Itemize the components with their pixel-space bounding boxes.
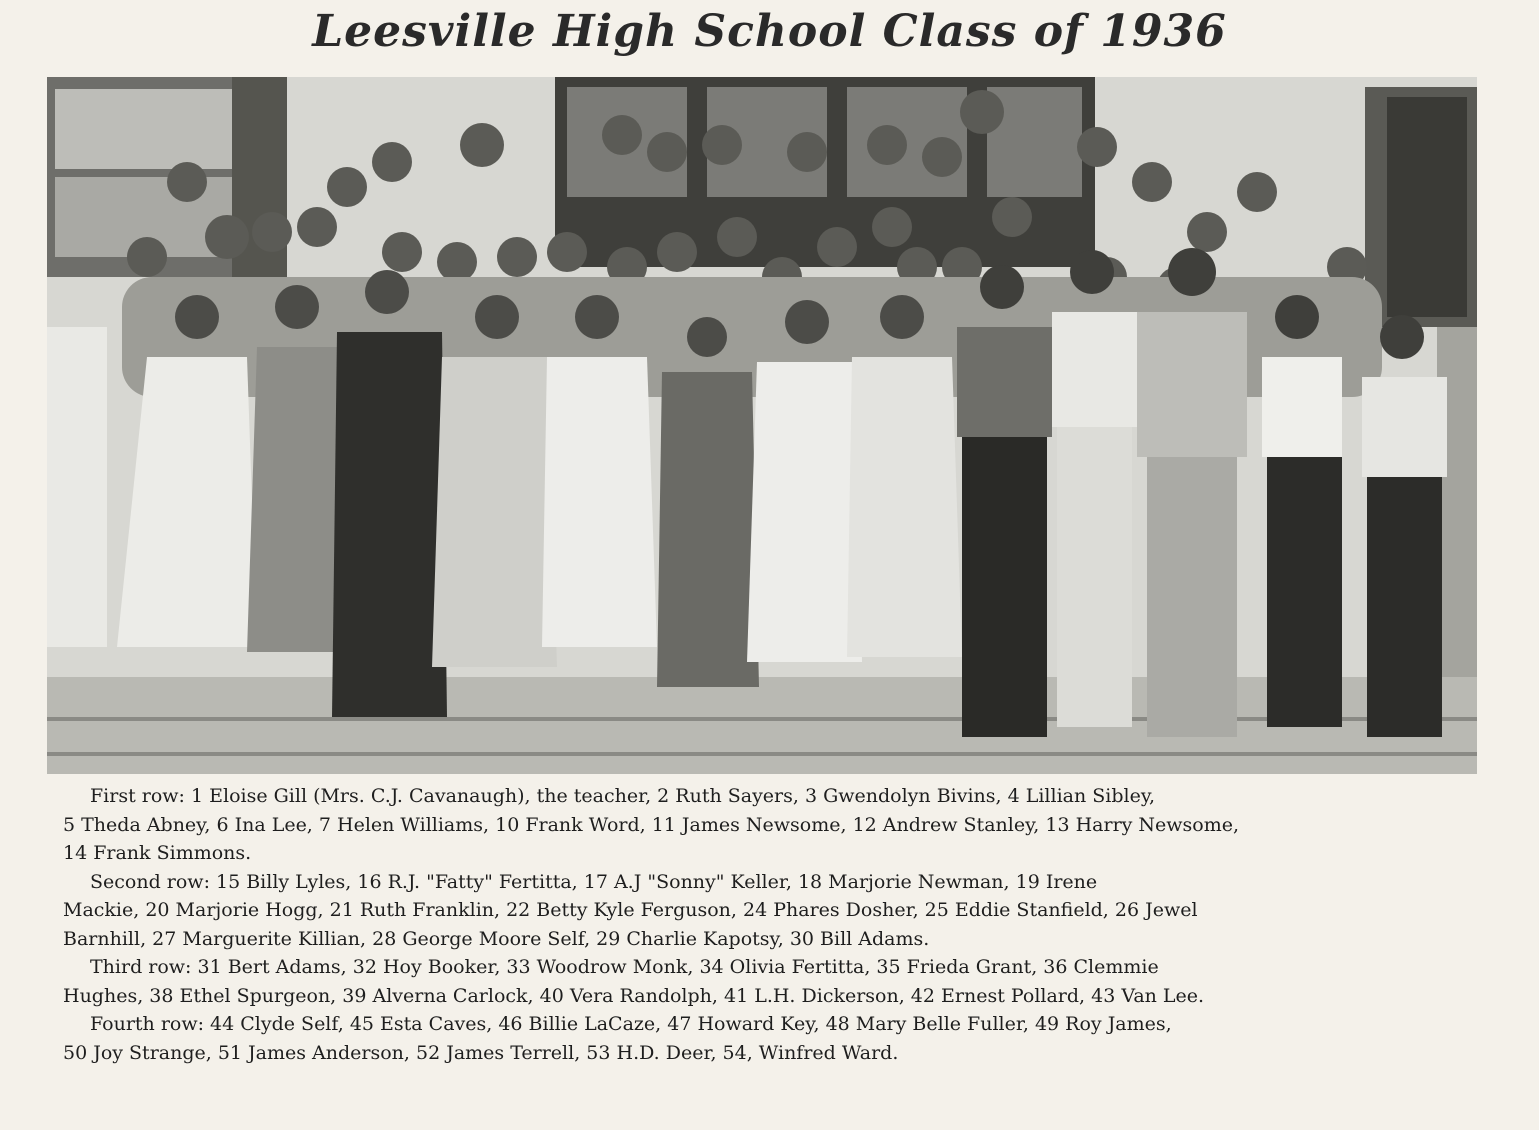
photo-caption	[63, 782, 1493, 1067]
page-title: Leesville High School Class of 1936	[312, 6, 1227, 57]
class-photograph	[47, 77, 1477, 774]
caption-line: 50 Joy Strange, 51 James Anderson, 52 James Terrell, 53 H.D. Deer, 54, Winfred Ward.	[63, 1041, 899, 1064]
caption-line: Hughes, 38 Ethel Spurgeon, 39 Alverna Carlock, 40 Vera Randolph, 41 L.H. Dickerson, 42 Ernest Pollard, 43 Van Lee.	[63, 984, 1205, 1007]
caption-line-fourth-row: Fourth row: 44 Clyde Self, 45 Esta Caves, 46 Billie LaCaze, 47 Howard Key, 48 Mary Belle Fuller, 49 Roy James,	[90, 1013, 1172, 1035]
caption-line: 5 Theda Abney, 6 Ina Lee, 7 Helen Williams, 10 Frank Word, 11 James Newsome, 12 Andrew Stanley, 13 Harry Newsome,	[63, 813, 1240, 836]
caption-line: Mackie, 20 Marjorie Hogg, 21 Ruth Franklin, 22 Betty Kyle Ferguson, 24 Phares Dosher, 25 Eddie Stanfield, 26 Jewel	[63, 899, 1198, 921]
caption-line-first-row: First row: 1 Eloise Gill (Mrs. C.J. Cavanaugh), the teacher, 2 Ruth Sayers, 3 Gwendolyn Bivins, 4 Lillian Sibley,	[90, 785, 1156, 807]
caption-line-second-row: Second row: 15 Billy Lyles, 16 R.J. "Fatty" Fertitta, 17 A.J "Sonny" Keller, 18 Marjorie Newman, 19 Irene	[90, 870, 1098, 893]
class-photograph-illustration	[47, 77, 1477, 774]
caption-line-third-row: Third row: 31 Bert Adams, 32 Hoy Booker, 33 Woodrow Monk, 34 Olivia Fertitta, 35 Frieda Grant, 36 Clemmie	[90, 956, 1159, 978]
caption-line: 14 Frank Simmons.	[63, 842, 252, 864]
caption-line: Barnhill, 27 Marguerite Killian, 28 George Moore Self, 29 Charlie Kapotsy, 30 Bill Adams.	[63, 927, 930, 950]
